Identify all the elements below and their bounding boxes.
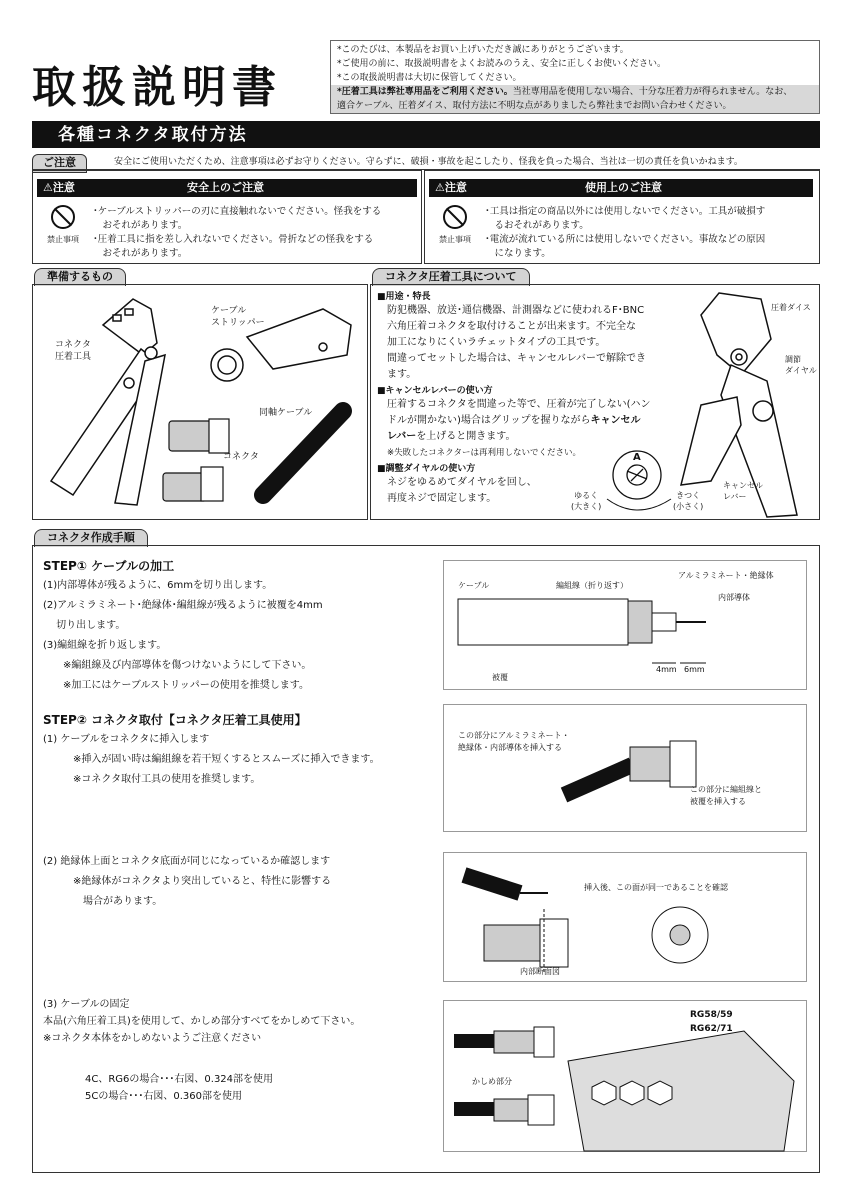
step1-figure [443, 560, 807, 690]
intro-notice-box [330, 40, 820, 114]
caution-text: 安全にご使用いただくため、注意事項は必ずお守りください。守らずに、破損・事故を起こしたり、怪我を負った場合、当社は一切の責任を負いかねます。 [114, 157, 743, 167]
fig2-label-b: 絶縁体・内部導体を挿入する [458, 743, 562, 752]
fig1-label-braid: 編組線（折り返す） [556, 581, 628, 590]
label-tight: きつく (小さく) [673, 491, 704, 511]
crimp-tool-text: ■用途・特長 防犯機器、放送･通信機器、計測器などに使われるF･BNC 六角圧着コネクタを取付けることが出来ます。不完全な 加工になりにくいラチェットタイプの工具です。 間違ってセットした場合は、キャンセルレバーで解除でき ます。 ■キャンセルレバーの使い方 圧着するコネクタを間違った等で、圧着が完了しない(ハン ドルが開かない)場合はグリップを握りながらキャンセル レバーを上げると開きます。 ※失敗したコネクターは再利用しないでください。 ■調整ダイヤルの使い方 ネジをゆるめてダイヤルを回し、 再度ネジで固定します。 [377, 291, 687, 507]
safety-left-heading: 安全上のご注意 [187, 181, 264, 194]
safety-right-text: ･工具は指定の商品以外には使用しないでください。工具が破損す るおそれがあります。 ･電流が流れている所には使用しないでください。事故などの原因 になります。 [485, 206, 766, 259]
fig4-label-kashime: かしめ部分 [472, 1077, 512, 1086]
fig1-label-4mm: 4mm [656, 665, 677, 674]
step2-figure-1 [443, 704, 807, 832]
rotation-arrow-icon [607, 499, 671, 510]
procedure-section [32, 545, 820, 1173]
procedure-tag: コネクタ作成手順 [34, 529, 148, 547]
label-a: A [633, 452, 641, 463]
intro-note-1: *このたびは、本製品をお買い上げいただき誠にありがとうございます。 [337, 45, 629, 55]
warning-icon: ⚠注意 [435, 181, 467, 194]
safety-left-box [32, 170, 422, 264]
step1-heading: STEP① ケーブルの加工 [43, 559, 175, 573]
uses-heading: ■用途・特長 [377, 292, 431, 302]
fig1-label-alu: アルミラミネート・絶縁体 [678, 571, 774, 580]
highlight-rest: 当社専用品を使用しない場合、十分な圧着力が得られません。なお、 [512, 87, 793, 97]
fig1-label-cable: ケーブル [458, 581, 490, 590]
label-dial: 調節 ダイヤル [785, 355, 817, 375]
intro-highlight [331, 85, 819, 113]
fig3-label-section: 内部断面図 [520, 967, 560, 976]
step1-text: STEP① ケーブルの加工 (1)内部導体が残るように、6mmを切り出します。 (2)アルミラミネート･絶縁体･編組線が残るように被覆を4mm 切り出します。 (3)編組線を折り返します。 ※編組線及び内部導体を傷つけないようにして下さい。 ※加工にはケーブルストリッパーの使用を推奨します。 [43, 558, 443, 696]
prohibited-icon-left: 禁止事項 [41, 205, 85, 246]
step2-text: STEP② コネクタ取付【コネクタ圧着工具使用】 (1) ケーブルをコネクタに挿入します ※挿入が固い時は編組線を若干短くするとスムーズに挿入できます。 ※コネクタ取付工具の使用を推奨します。 [43, 712, 443, 790]
fig1-label-6mm: 6mm [684, 665, 705, 674]
step2-figure-2 [443, 852, 807, 982]
warning-icon: ⚠注意 [43, 181, 75, 194]
step2-check-text: (2) 絶縁体上面とコネクタ底面が同じになっているか確認します ※絶縁体がコネクタより突出していると、特性に影響する 場合があります。 [43, 856, 332, 907]
fig2-label-c: この部分に編組線と [690, 785, 762, 794]
prepare-tag: 準備するもの [34, 268, 126, 286]
intro-note-2: *ご使用の前に、取扱説明書をよくお読みのうえ、安全に正しくお使いください。 [337, 59, 667, 69]
safety-right-head [429, 179, 813, 197]
label-die: 圧着ダイス [771, 303, 811, 312]
crimp-tool-tag: コネクタ圧着工具について [372, 268, 530, 286]
label-stripper: ケーブル ストリッパー [211, 306, 265, 329]
braid-shape [628, 601, 652, 643]
label-coax: 同軸ケーブル [259, 408, 313, 418]
dial-heading: ■調整ダイヤルの使い方 [377, 464, 476, 475]
fig4-label-rg58: RG58/59 [690, 1010, 733, 1020]
fig4-label-rg62: RG62/71 [690, 1024, 733, 1034]
fig3-label-check: 挿入後、この面が同一であることを確認 [584, 883, 728, 892]
highlight-line2: 適合ケーブル、圧着ダイス、取付方法に不明な点がありましたら弊社までお問い合わせください。 [337, 101, 732, 111]
crimper-illustration [51, 299, 165, 505]
caution-line [32, 154, 820, 170]
label-lever: キャンセル レバー [723, 481, 763, 501]
step2-heading: STEP② コネクタ取付【コネクタ圧着工具使用】 [43, 713, 307, 727]
fig1-label-inner: 内部導体 [718, 593, 750, 602]
safety-left-text: ･ケーブルストリッパーの刃に直接触れないでください。怪我をする おそれがあります。 ･圧着工具に指を差し入れないでください。骨折などの怪我をする おそれがあります。 [93, 206, 382, 259]
label-connector: コネクタ [223, 452, 259, 462]
fig2-label-d: 被覆を挿入する [690, 797, 746, 806]
label-loose: ゆるく (大きく) [571, 491, 602, 511]
label-crimper: コネクタ 圧着工具 [55, 340, 92, 363]
page-title: 取扱説明書 [32, 62, 282, 113]
fig2-label-a: この部分にアルミラミネート・ [458, 731, 570, 740]
fig1-label-sheath: 被覆 [492, 673, 508, 682]
safety-right-heading: 使用上のご注意 [585, 181, 662, 194]
safety-left-head [37, 179, 417, 197]
prepare-section [32, 284, 368, 520]
caution-tag: ご注意 [32, 154, 87, 173]
safety-right-box [424, 170, 820, 264]
subtitle-bar: 各種コネクタ取付方法 [32, 121, 820, 148]
step2-fix-text: (3) ケーブルの固定 本品(六角圧着工具)を使用して、かしめ部分すべてをかしめて下さい。 ※コネクタ本体をかしめないようご注意ください 4C、RG6の場合･･･右図、0.324部を使用 5Cの場合･･･右図、0.360部を使用 [43, 999, 361, 1102]
coax-cable-illustration [263, 411, 343, 495]
prohibited-icon-right: 禁止事項 [433, 205, 477, 246]
connector-illustration [163, 419, 229, 501]
crimp-tool-section [370, 284, 820, 520]
highlight-bold: *圧着工具は弊社専用品をご利用ください。 [337, 87, 513, 97]
intro-note-3: *この取扱説明書は大切に保管してください。 [337, 73, 522, 83]
crimp-tool-illustration [591, 285, 819, 519]
prepare-illustration [33, 285, 369, 521]
cancel-heading: ■キャンセルレバーの使い方 [377, 386, 493, 397]
step2-figure-3 [443, 1000, 807, 1152]
